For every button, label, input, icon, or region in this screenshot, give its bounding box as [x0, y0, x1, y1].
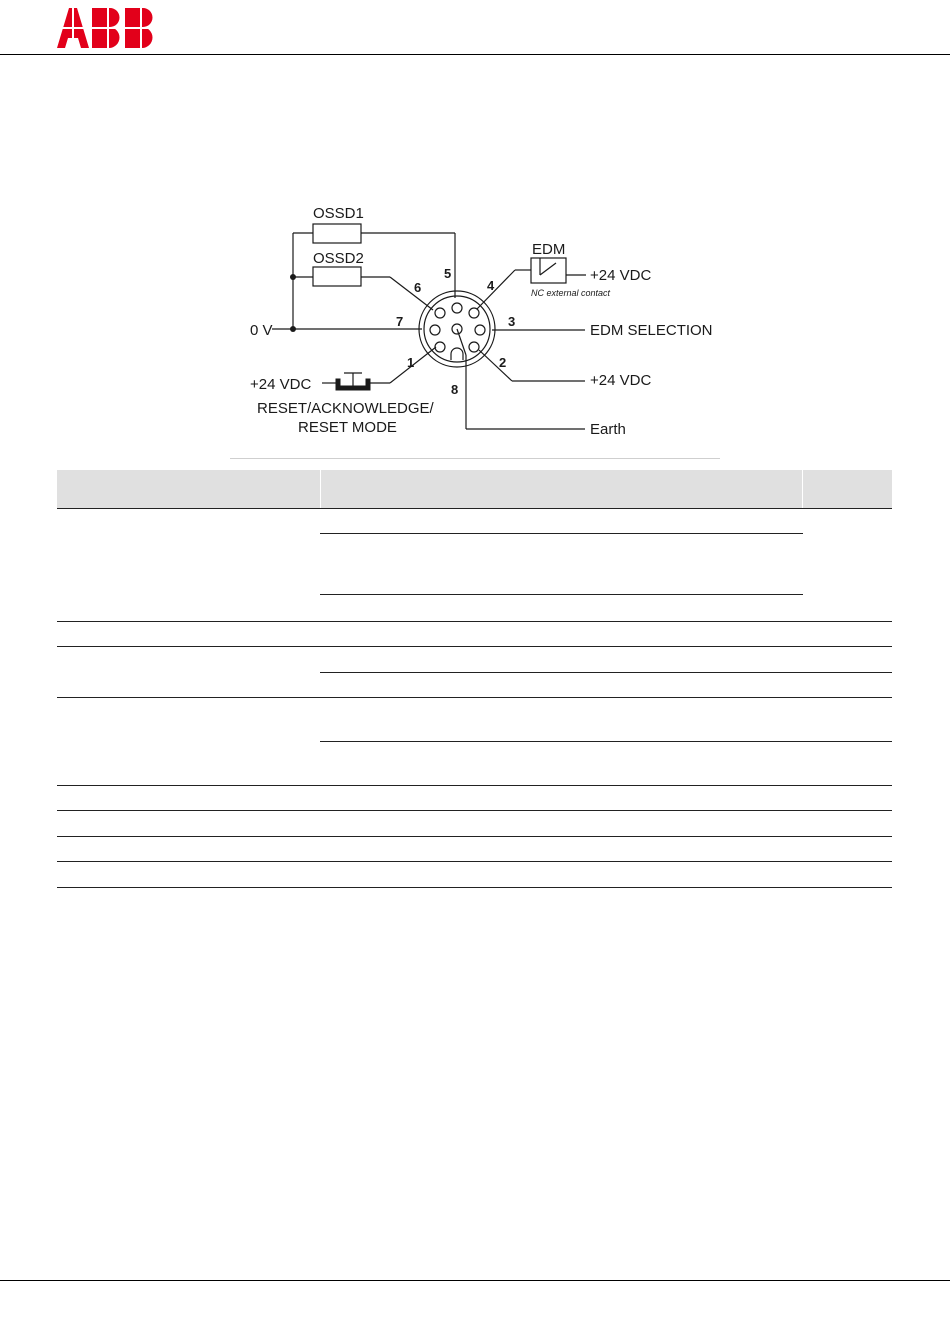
table-row-line — [57, 810, 892, 811]
reset-label-line1: RESET/ACKNOWLEDGE/ — [257, 400, 434, 417]
table-row-line — [57, 887, 892, 888]
pin-3-number: 3 — [508, 314, 516, 329]
edm-selection-label: EDM SELECTION — [590, 322, 713, 339]
table-row-line — [320, 594, 803, 595]
table-row-line — [57, 621, 892, 622]
footer-rule — [0, 1280, 950, 1281]
table-row-line — [57, 697, 892, 698]
table-row-line — [320, 741, 892, 742]
header-rule — [0, 54, 950, 55]
table-row-line — [57, 861, 892, 862]
pin-1-number: 1 — [407, 355, 415, 370]
diagram-underline — [230, 458, 720, 459]
table-row-line — [320, 672, 892, 673]
abb-logo — [57, 8, 157, 48]
pin-2-number: 2 — [499, 355, 507, 370]
table-row-line — [57, 785, 892, 786]
pin2-supply-label: +24 VDC — [590, 372, 652, 389]
reset-supply-label: +24 VDC — [250, 376, 312, 393]
table-row-line — [57, 646, 892, 647]
edm-label: EDM — [532, 241, 566, 258]
table-row-line — [57, 836, 892, 837]
pin-4-number: 4 — [487, 278, 495, 293]
ossd1-label: OSSD1 — [313, 205, 364, 222]
edm-supply-label: +24 VDC — [590, 267, 652, 284]
edm-note: NC external contact — [531, 288, 611, 298]
pin-6-number: 6 — [414, 280, 422, 295]
connector-wiring-diagram — [230, 195, 730, 460]
zero-volt-label: 0 V — [250, 322, 273, 339]
pin-5-number: 5 — [444, 266, 452, 281]
earth-label: Earth — [590, 421, 626, 438]
pin-8-number: 8 — [451, 382, 459, 397]
pin-7-number: 7 — [396, 314, 404, 329]
table-row-line — [320, 533, 803, 534]
table-row-line — [57, 508, 892, 509]
reset-label-line2: RESET MODE — [298, 419, 397, 436]
ossd2-label: OSSD2 — [313, 250, 364, 267]
table-header — [57, 470, 892, 508]
